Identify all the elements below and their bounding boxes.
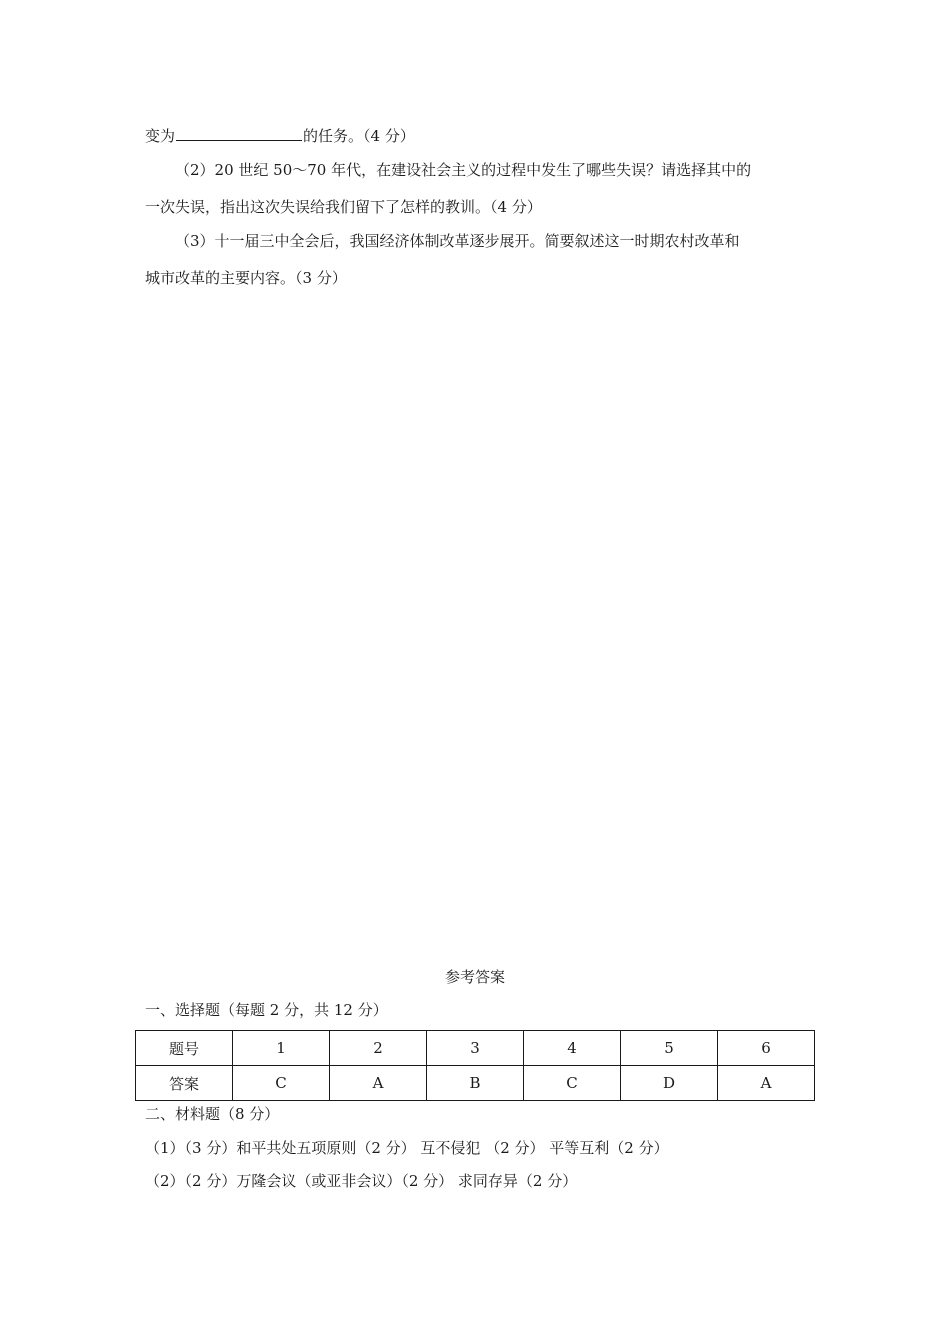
question-number-cell: 3 bbox=[427, 1031, 524, 1066]
question-number-cell: 2 bbox=[330, 1031, 427, 1066]
answer-choice-cell: C bbox=[233, 1066, 330, 1101]
line1-prefix: 变为 bbox=[145, 127, 176, 145]
answer-choice-cell: B bbox=[427, 1066, 524, 1101]
fill-in-blank bbox=[176, 126, 302, 141]
row-header-answer: 答案 bbox=[136, 1066, 233, 1101]
question-line-1 bbox=[145, 125, 415, 147]
question-number-cell: 1 bbox=[233, 1031, 330, 1066]
answer-1: （1）（3 分）和平共处五项原则（2 分） 互不侵犯 （2 分） 平等互利（2 分） bbox=[145, 1139, 669, 1157]
table-row-numbers bbox=[136, 1031, 815, 1066]
table-row-answers bbox=[136, 1066, 815, 1101]
question-2-line-2: 一次失误，指出这次失误给我们留下了怎样的教训。（4 分） bbox=[145, 198, 542, 216]
row-header-number: 题号 bbox=[136, 1031, 233, 1066]
answer-table bbox=[135, 1030, 815, 1101]
question-number-cell: 6 bbox=[718, 1031, 815, 1066]
answer-title: 参考答案 bbox=[444, 968, 505, 986]
answer-choice-cell: A bbox=[718, 1066, 815, 1101]
question-number-cell: 4 bbox=[524, 1031, 621, 1066]
answer-choice-cell: D bbox=[621, 1066, 718, 1101]
question-2-line-1: （2）20 世纪 50～70 年代，在建设社会主义的过程中发生了哪些失误？请选择其中的 bbox=[175, 161, 752, 179]
section-1-heading: 一、选择题（每题 2 分，共 12 分） bbox=[145, 1001, 388, 1019]
answer-choice-cell: A bbox=[330, 1066, 427, 1101]
answer-2: （2）（2 分）万隆会议（或亚非会议）（2 分） 求同存异（2 分） bbox=[145, 1172, 578, 1190]
answer-choice-cell: C bbox=[524, 1066, 621, 1101]
question-3-line-2: 城市改革的主要内容。（3 分） bbox=[145, 269, 347, 287]
section-2-heading: 二、材料题（8 分） bbox=[145, 1105, 280, 1123]
line1-suffix: 的任务。（4 分） bbox=[303, 127, 415, 145]
question-3-line-1: （3）十一届三中全会后，我国经济体制改革逐步展开。简要叙述这一时期农村改革和 bbox=[175, 232, 740, 250]
question-number-cell: 5 bbox=[621, 1031, 718, 1066]
